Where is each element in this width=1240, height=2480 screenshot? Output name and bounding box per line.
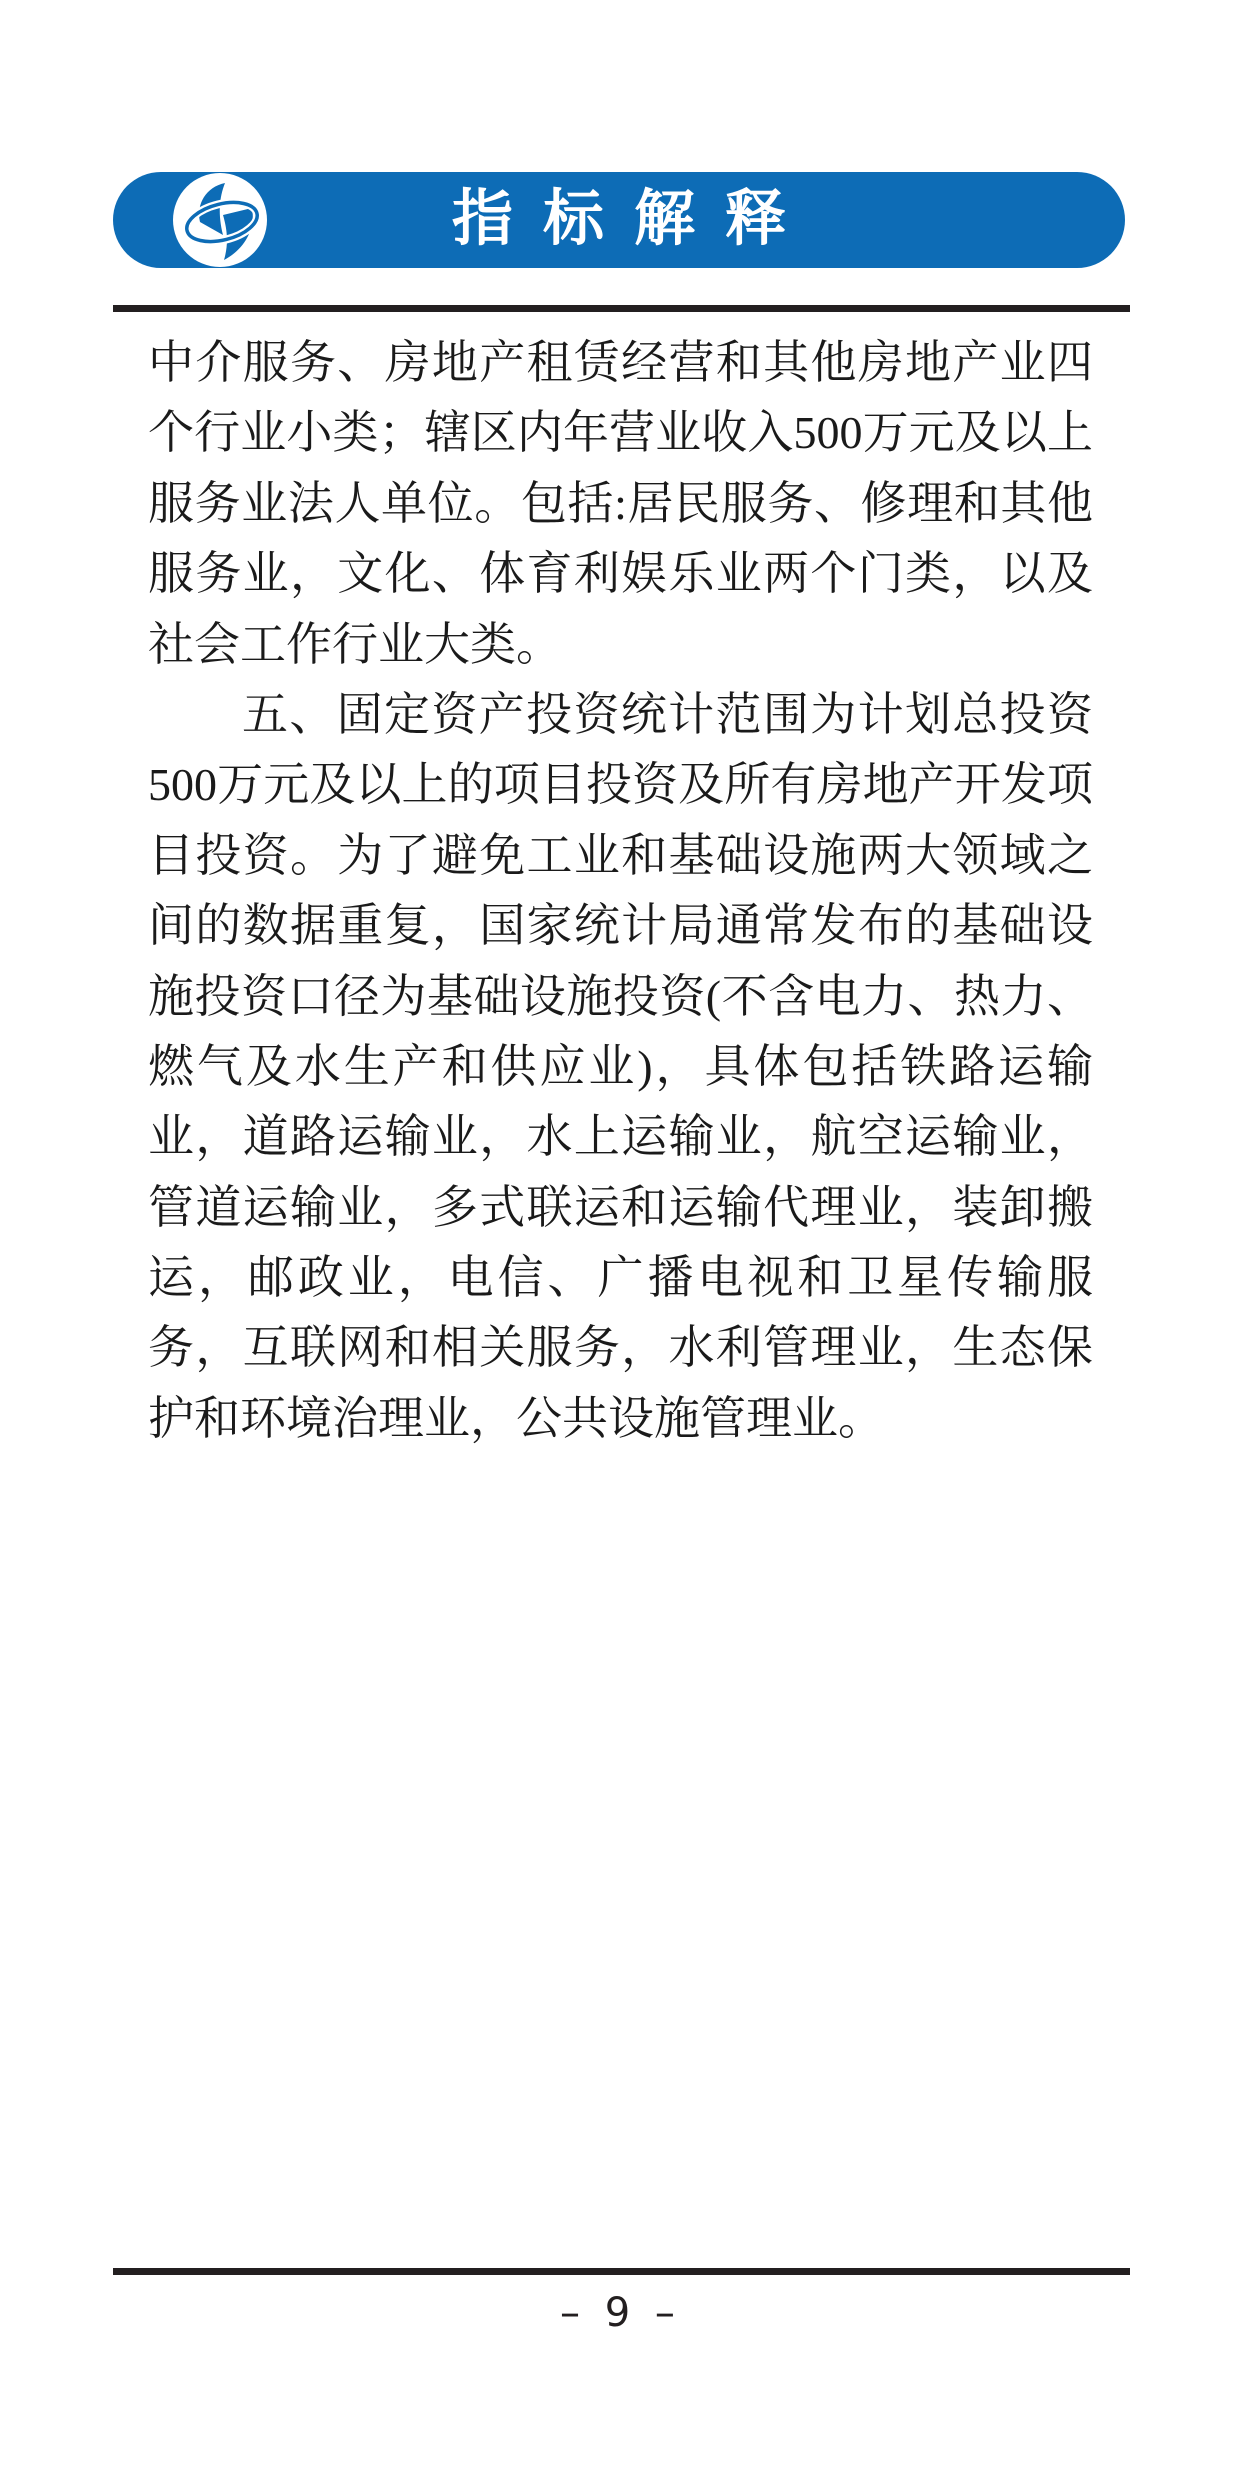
header-banner — [113, 172, 1125, 268]
text-line: 服务业，文化、体育利娱乐业两个门类，以及 — [148, 548, 1093, 600]
header-rule — [113, 305, 1130, 312]
text-line: 间的数据重复，国家统计局通常发布的基础设 — [148, 900, 1093, 952]
text-line: 五、固定资产投资统计范围为计划总投资 — [242, 688, 1093, 740]
text-line: 燃气及水生产和供应业)，具体包括铁路运输 — [148, 1040, 1093, 1092]
text-line: 中介服务、房地产租赁经营和其他房地产业四 — [148, 337, 1093, 388]
page-number: – 9 – — [560, 2290, 681, 2336]
text-line: 护和环境治理业，公共设施管理业。 — [148, 1392, 884, 1444]
text-line: 管道运输业，多式联运和运输代理业，装卸搬 — [148, 1181, 1093, 1233]
text-line: 个行业小类；辖区内年营业收入500万元及以上 — [148, 407, 1093, 459]
statistics-bureau-logo-icon — [173, 173, 267, 267]
text-line: 业，道路运输业，水上运输业，航空运输业， — [148, 1111, 1093, 1163]
body-text — [148, 328, 1093, 1454]
text-line: 施投资口径为基础设施投资(不含电力、热力、 — [148, 970, 1093, 1022]
text-line: 500万元及以上的项目投资及所有房地产开发项 — [148, 759, 1093, 811]
page-title: 指标解释 — [451, 186, 816, 253]
text-line: 社会工作行业大类。 — [148, 618, 562, 670]
text-line: 目投资。为了避免工业和基础设施两大领域之 — [148, 829, 1093, 881]
text-line: 服务业法人单位。包括:居民服务、修理和其他 — [148, 477, 1093, 529]
text-line: 务，互联网和相关服务，水利管理业，生态保 — [148, 1322, 1093, 1374]
footer-rule — [113, 2268, 1130, 2275]
text-line: 运，邮政业，电信、广播电视和卫星传输服 — [148, 1252, 1093, 1304]
